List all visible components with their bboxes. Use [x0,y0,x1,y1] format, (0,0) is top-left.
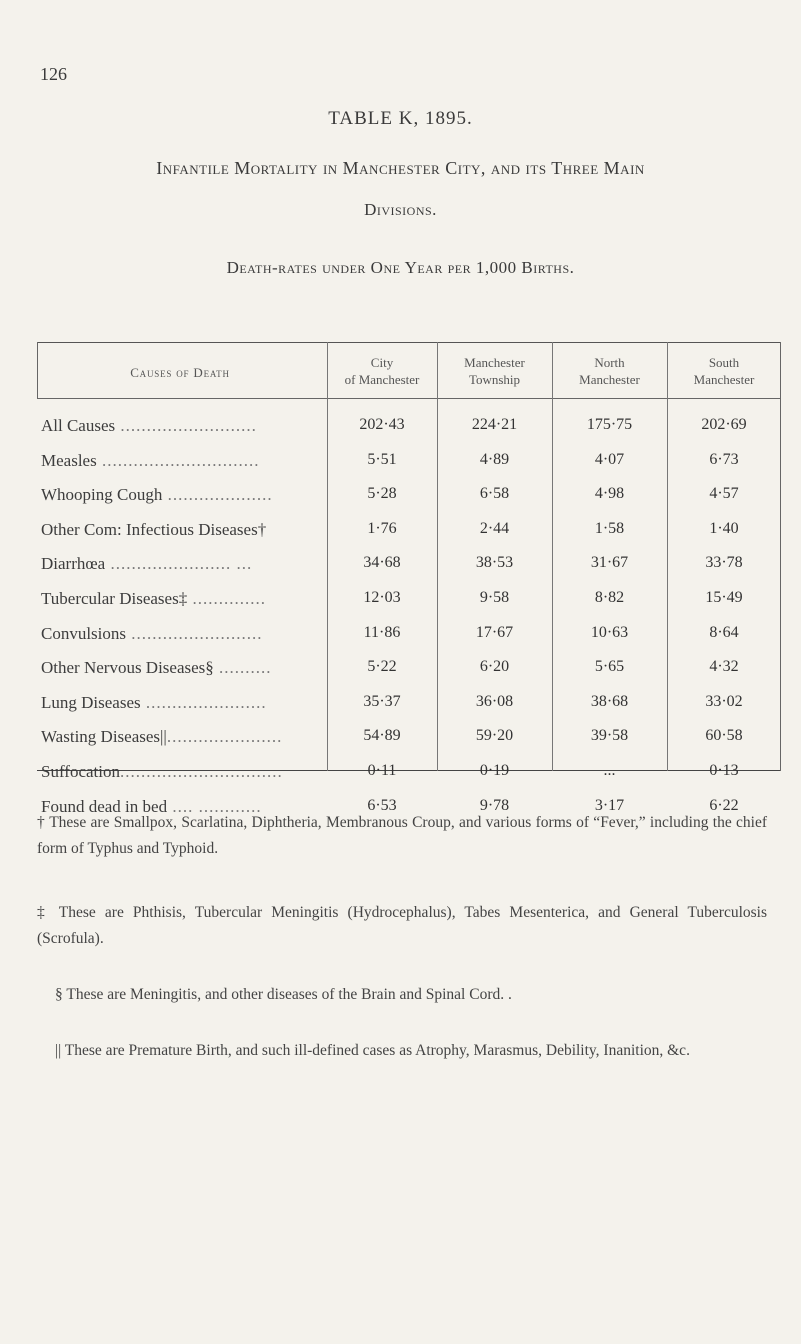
rate-city: 202·43 [359,416,405,433]
header-north-line1: North [594,355,625,370]
page-number: 126 [40,64,67,84]
rate-township: 59·20 [475,727,514,745]
table-subtitle-continued: Divisions. [364,200,437,219]
table-row [37,693,781,731]
rate-township: 2·44 [479,519,510,537]
rate-north: 3·17 [594,796,625,814]
cause-name: Tubercular Diseases‡ [41,589,188,608]
rate-city: 6·53 [367,796,397,814]
header-south-line1: South [708,355,740,370]
rate-south: 0·13 [709,762,739,779]
rate-township: 38·53 [475,554,514,572]
leader-dots: .......................... [115,416,257,435]
rate-city: 5·22 [367,658,397,676]
rate-city: 54·89 [363,727,401,745]
rate-township: 36·08 [475,692,514,710]
header-township [437,354,552,388]
header-city [327,354,437,388]
cause-name: Diarrhœa [41,554,106,574]
header-township-line1: Manchester [464,355,525,370]
rate-north: 175·75 [586,416,633,433]
rate-township: 224·21 [471,416,518,433]
rate-south: 202·69 [701,416,747,433]
cause-label [41,589,327,609]
table-top-rule [37,342,781,343]
rate-city: 5·51 [367,450,397,468]
header-north-line2: Manchester [579,372,640,387]
rate-township: 6·20 [479,658,510,676]
rate-south: 15·49 [705,589,743,606]
rate-township: 0·19 [479,762,510,779]
rate-city: 11·86 [363,623,401,641]
cause-name: Lung Diseases [41,692,141,712]
cause-name: Whooping Cough [41,485,163,505]
cause-name: Measles [41,450,97,470]
rate-south: 6·73 [709,450,739,468]
rate-north: 39·58 [590,727,629,745]
leader-dots: .......... [213,658,272,678]
table-caption: Death-rates under One Year per 1,000 Births. [226,258,575,277]
rate-city: 5·28 [367,485,397,503]
rate-city: 1·76 [367,519,397,537]
footnote-parallel: || These are Premature Birth, and such ill-defined cases as Atrophy, Marasmus, Debility, Inanition, &c. [55,1042,690,1059]
cause-label [41,520,327,540]
rate-north: 1·58 [594,519,625,537]
table-header-rule [37,398,781,399]
rate-city: 34·68 [363,554,401,572]
leader-dots: ....................... ... [105,554,253,574]
table-row [37,554,781,592]
table-row [37,451,781,489]
leader-dots: .............. [187,589,266,608]
header-township-line2: Township [468,372,521,387]
cause-label [41,485,327,505]
leader-dots: ....................... [140,692,267,712]
mortality-table [37,342,781,816]
table-row [37,727,781,765]
cause-label [41,416,327,436]
rate-city: 0·11 [367,762,397,779]
footnote-section: § These are Meningitis, and other diseases of the Brain and Spinal Cord. . [55,986,512,1003]
footnote-double-dagger: ‡ These are Phthisis, Tubercular Meningitis (Hydrocephalus), Tabes Mesenterica, and General Tuberculosis (Scrofula). [37,904,767,947]
rate-south: 33·02 [705,692,743,710]
header-south-line2: Manchester [693,372,755,387]
footnote-dagger: † These are Smallpox, Scarlatina, Diphtheria, Membranous Croup, and various forms of “Fever,” including the chief form of Typhus and Typhoid. [37,814,767,857]
rate-township: 17·67 [475,623,514,641]
cause-label [41,693,327,713]
leader-dots: ............................... [120,762,283,781]
table-row [37,416,781,454]
rate-north: 8·82 [594,589,625,606]
table-row [37,762,781,800]
rate-township: 6·58 [479,485,510,503]
rate-township: 9·78 [479,796,510,814]
table-subtitle: Infantile Mortality in Manchester City, and its Three Main [156,158,645,178]
cause-label [41,762,327,782]
cause-name: Convulsions [41,623,127,643]
leader-dots: ......................... [126,623,263,643]
cause-label [41,727,327,747]
rate-north: 4·98 [594,485,625,503]
header-city-line1: City [370,355,394,370]
cause-name: Other Com: Infectious Diseases† [41,519,267,539]
rate-north: 38·68 [590,692,629,710]
rate-city: 35·37 [363,692,401,710]
cause-label [41,451,327,471]
leader-dots: .... ............ [167,796,262,816]
header-causes: Causes of Death [130,365,230,380]
cause-name: Suffocation [41,762,121,781]
table-row [37,485,781,523]
table-row [37,589,781,627]
rate-north: 31·67 [590,554,629,572]
leader-dots: .............................. [96,450,260,470]
header-city-line2: of Manchester [344,372,420,387]
rate-north: 5·65 [594,658,625,676]
cause-name: Wasting Diseases|| [41,727,167,747]
rate-south: 4·32 [709,658,739,676]
table-title: TABLE K, 1895. [328,108,473,129]
cause-label [41,554,327,574]
rate-south: 60·58 [705,727,743,745]
table-row [37,658,781,696]
rate-township: 9·58 [479,589,510,606]
rate-north: 10·63 [590,623,629,641]
rate-south: 33·78 [705,554,743,572]
leader-dots: .................... [162,485,273,505]
cause-label [41,624,327,644]
cause-name: All Causes [41,416,116,435]
cause-label [41,658,327,678]
rate-north: 4·07 [594,450,625,468]
rate-south: 8·64 [709,623,739,641]
cause-name: Other Nervous Diseases§ [41,658,214,678]
cause-name: Found dead in bed [41,796,168,816]
table-row [37,624,781,662]
rate-south: 1·40 [709,519,739,537]
header-north [552,354,667,388]
header-south [667,354,781,388]
rate-south: 4·57 [709,485,739,503]
rate-city: 12·03 [363,589,401,606]
rate-north: ... [603,762,616,779]
table-row [37,520,781,558]
rate-south: 6·22 [709,796,739,814]
rate-township: 4·89 [479,450,510,468]
leader-dots: ...................... [166,727,283,747]
